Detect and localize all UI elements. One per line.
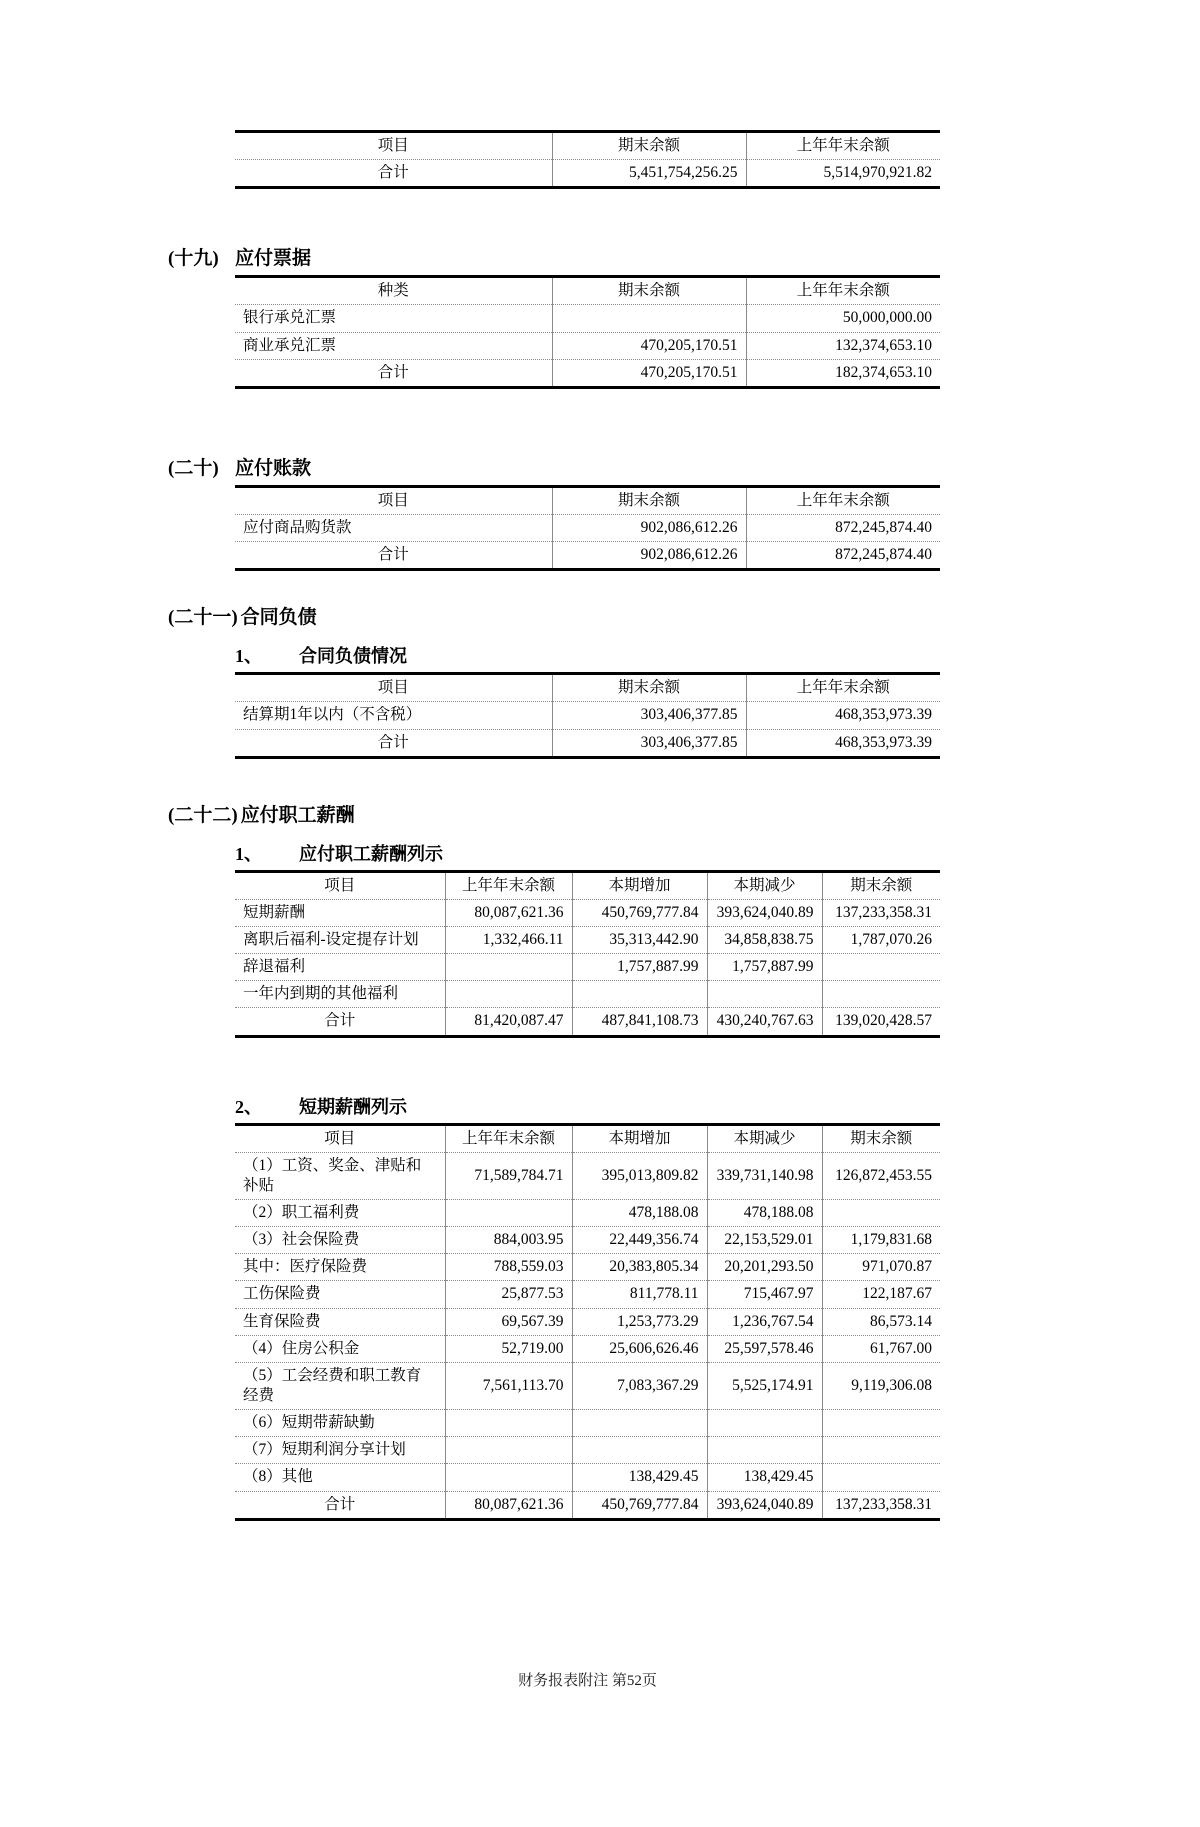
cell-value: 715,467.97 [707,1281,822,1308]
cell-value: 487,841,108.73 [572,1008,707,1036]
column-header: 期末余额 [822,871,940,899]
cell-value [822,1437,940,1464]
cell-value: 1,332,466.11 [445,926,572,953]
cell-label: （4）住房公积金 [235,1335,445,1362]
cell-label: 结算期1年以内（不含税） [235,702,552,729]
cell-label: 合计 [235,160,552,188]
cell-label: （6）短期带薪缺勤 [235,1410,445,1437]
table-row [235,981,940,1008]
cell-value: 468,353,973.39 [746,729,940,757]
cell-value: 811,778.11 [572,1281,707,1308]
cell-value: 137,233,358.31 [822,1491,940,1519]
cell-value: 1,787,070.26 [822,926,940,953]
table-row [235,1464,940,1491]
cell-value: 5,525,174.91 [707,1362,822,1409]
cell-value: 132,374,653.10 [746,332,940,359]
cell-label: 辞退福利 [235,954,445,981]
cell-value: 80,087,621.36 [445,899,572,926]
section-heading-accounts-payable [168,456,1200,482]
cell-value [707,981,822,1008]
subsection-number: 1、 [235,843,262,864]
subsection-heading-contract-liabilities-detail [235,644,1200,669]
cell-value [822,1464,940,1491]
table-row-total [235,160,940,188]
cell-label: 银行承兑汇票 [235,305,552,332]
cell-value: 22,153,529.01 [707,1227,822,1254]
subsection-heading-employee-compensation-list [235,842,1200,867]
carryover-total-table [235,130,940,189]
section-number: (二十一) [168,607,238,629]
cell-value: 478,188.08 [707,1199,822,1226]
cell-value: 884,003.95 [445,1227,572,1254]
cell-value [445,954,572,981]
column-header: 项目 [377,491,409,509]
cell-value [822,954,940,981]
table-row-total [235,729,940,757]
cell-label: 一年内到期的其他福利 [235,981,445,1008]
cell-value: 138,429.45 [707,1464,822,1491]
cell-value: 430,240,767.63 [707,1008,822,1036]
cell-value [822,1199,940,1226]
column-header: 本期减少 [707,871,822,899]
column-header: 上年年末余额 [445,1124,572,1152]
section-heading-employee-compensation [168,803,1200,829]
cell-value: 122,187.67 [822,1281,940,1308]
cell-value: 81,420,087.47 [445,1008,572,1036]
cell-label: 生育保险费 [235,1308,445,1335]
table-row [235,1227,940,1254]
column-header: 期末余额 [822,1124,940,1152]
table-row-total [235,542,940,570]
column-header: 本期增加 [572,1124,707,1152]
cell-value [822,981,940,1008]
cell-value: 9,119,306.08 [822,1362,940,1409]
cell-label: 短期薪酬 [235,899,445,926]
table-row [235,305,940,332]
cell-value: 25,606,626.46 [572,1335,707,1362]
cell-value: 86,573.14 [822,1308,940,1335]
cell-value: 80,087,621.36 [445,1491,572,1519]
cell-value: 61,767.00 [822,1335,940,1362]
table-row [235,954,940,981]
column-header: 项目 [324,876,356,894]
column-header: 上年年末余额 [746,486,940,514]
cell-value: 902,086,612.26 [552,514,746,541]
cell-label: 合计 [235,729,552,757]
table-row [235,899,940,926]
cell-value: 303,406,377.85 [552,729,746,757]
subsection-title: 合同负债情况 [299,646,407,667]
cell-value [707,1410,822,1437]
table-header-row [235,1124,940,1152]
cell-value: 7,083,367.29 [572,1362,707,1409]
table-row [235,514,940,541]
cell-value: 52,719.00 [445,1335,572,1362]
section-title: 应付票据 [235,248,312,270]
column-header: 期末余额 [552,674,746,702]
cell-value: 1,757,887.99 [572,954,707,981]
cell-value: 69,567.39 [445,1308,572,1335]
cell-label: 合计 [235,1491,445,1519]
cell-label: （2）职工福利费 [235,1199,445,1226]
cell-value: 339,731,140.98 [707,1152,822,1199]
table-row [235,1410,940,1437]
cell-value: 788,559.03 [445,1254,572,1281]
cell-value: 450,769,777.84 [572,899,707,926]
cell-value: 22,449,356.74 [572,1227,707,1254]
cell-value: 139,020,428.57 [822,1008,940,1036]
short-term-compensation-table [235,1123,940,1521]
cell-value [445,1464,572,1491]
table-row [235,702,940,729]
section-title: 合同负债 [240,607,317,629]
cell-value: 395,013,809.82 [572,1152,707,1199]
subsection-heading-short-term-compensation [235,1095,1200,1120]
cell-label: 合计 [235,1008,445,1036]
cell-value: 7,561,113.70 [445,1362,572,1409]
cell-value: 1,236,767.54 [707,1308,822,1335]
cell-value: 872,245,874.40 [746,514,940,541]
table-header-row [235,486,940,514]
table-header-row [235,277,940,305]
table-row [235,332,940,359]
cell-value [707,1437,822,1464]
table-header-row [235,871,940,899]
cell-label: 其中：医疗保险费 [235,1254,445,1281]
section-number: (二十) [168,457,219,479]
cell-value: 137,233,358.31 [822,899,940,926]
column-header: 上年年末余额 [746,132,940,160]
table-header-row [235,132,940,160]
column-header: 期末余额 [552,132,746,160]
table-header-row [235,674,940,702]
cell-label: （7）短期利润分享计划 [235,1437,445,1464]
table-row [235,1335,940,1362]
column-header: 本期减少 [707,1124,822,1152]
accounts-payable-table [235,485,940,571]
column-header: 本期增加 [572,871,707,899]
table-row [235,1308,940,1335]
section-heading-notes-payable [168,246,1200,272]
subsection-title: 应付职工薪酬列示 [299,843,443,864]
cell-value: 25,877.53 [445,1281,572,1308]
cell-value: 971,070.87 [822,1254,940,1281]
cell-value: 1,179,831.68 [822,1227,940,1254]
cell-value: 5,514,970,921.82 [746,160,940,188]
cell-value: 71,589,784.71 [445,1152,572,1199]
column-header: 种类 [377,282,409,300]
cell-value: 1,253,773.29 [572,1308,707,1335]
section-title: 应付职工薪酬 [240,804,355,826]
cell-label: （3）社会保险费 [235,1227,445,1254]
cell-value: 470,205,170.51 [552,332,746,359]
cell-value: 478,188.08 [572,1199,707,1226]
column-header: 上年年末余额 [746,674,940,702]
cell-value [445,1437,572,1464]
table-row-total [235,1008,940,1036]
cell-value: 303,406,377.85 [552,702,746,729]
table-row [235,1362,940,1409]
subsection-number: 1、 [235,646,262,667]
cell-value [552,305,746,332]
table-row [235,1152,940,1199]
subsection-title: 短期薪酬列示 [299,1096,407,1117]
cell-label: 商业承兑汇票 [235,332,552,359]
table-row [235,1281,940,1308]
employee-compensation-table [235,870,940,1038]
cell-value: 182,374,653.10 [746,359,940,387]
column-header: 项目 [324,1129,356,1147]
cell-label: 合计 [235,359,552,387]
cell-value: 5,451,754,256.25 [552,160,746,188]
subsection-number: 2、 [235,1096,262,1117]
table-row-total [235,1491,940,1519]
section-title: 应付账款 [235,457,312,479]
cell-value: 468,353,973.39 [746,702,940,729]
cell-value [572,1410,707,1437]
cell-value [572,1437,707,1464]
table-row [235,926,940,953]
cell-value: 20,201,293.50 [707,1254,822,1281]
page-footer: 财务报表附注 第52页 [518,1672,657,1689]
cell-value: 872,245,874.40 [746,542,940,570]
cell-value: 393,624,040.89 [707,1491,822,1519]
cell-value: 470,205,170.51 [552,359,746,387]
column-header: 项目 [377,137,409,154]
cell-label: （1）工资、奖金、津贴和补贴 [235,1152,445,1199]
financial-note-page [0,130,1200,1827]
cell-value: 126,872,453.55 [822,1152,940,1199]
cell-value: 25,597,578.46 [707,1335,822,1362]
cell-value: 20,383,805.34 [572,1254,707,1281]
cell-label: （8）其他 [235,1464,445,1491]
column-header: 期末余额 [552,277,746,305]
cell-value: 450,769,777.84 [572,1491,707,1519]
column-header: 期末余额 [552,486,746,514]
cell-value: 1,757,887.99 [707,954,822,981]
column-header: 上年年末余额 [445,871,572,899]
cell-value: 393,624,040.89 [707,899,822,926]
table-row-total [235,359,940,387]
cell-value: 34,858,838.75 [707,926,822,953]
cell-value [445,981,572,1008]
notes-payable-table [235,275,940,389]
column-header: 上年年末余额 [746,277,940,305]
cell-label: 合计 [235,542,552,570]
cell-value: 138,429.45 [572,1464,707,1491]
cell-label: （5）工会经费和职工教育经费 [235,1362,445,1409]
section-number: (二十二) [168,804,238,826]
section-number: (十九) [168,248,219,270]
cell-label: 离职后福利-设定提存计划 [235,926,445,953]
cell-value [572,981,707,1008]
table-row [235,1199,940,1226]
cell-label: 应付商品购货款 [235,514,552,541]
cell-value [822,1410,940,1437]
cell-value: 902,086,612.26 [552,542,746,570]
cell-value: 50,000,000.00 [746,305,940,332]
cell-value: 35,313,442.90 [572,926,707,953]
table-row [235,1437,940,1464]
table-row [235,1254,940,1281]
cell-label: 工伤保险费 [235,1281,445,1308]
contract-liabilities-table [235,672,940,758]
cell-value [445,1199,572,1226]
cell-value [445,1410,572,1437]
section-heading-contract-liabilities [168,605,1200,631]
column-header: 项目 [377,679,409,697]
